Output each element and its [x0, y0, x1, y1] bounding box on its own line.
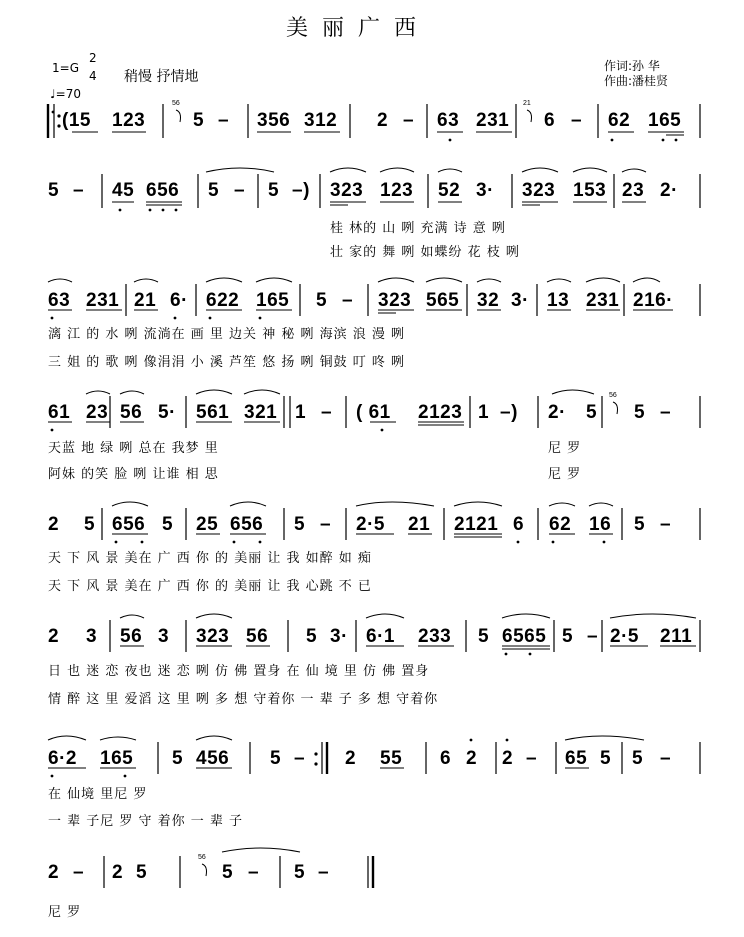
note-group: 2121: [454, 514, 499, 535]
note-group: 2: [466, 748, 478, 769]
note-group: 233: [418, 626, 452, 647]
note-group: 656: [230, 514, 264, 535]
note-group: 1: [295, 402, 307, 423]
note-group: 2·5: [610, 626, 639, 647]
note-group: 5: [632, 748, 644, 769]
lyric-line: 日 也 迷 恋 夜也 迷 恋 咧 仿 佛 置身 在 仙 境 里 仿 佛 置身: [48, 664, 430, 679]
tempo-mark: ♩=70: [50, 87, 81, 101]
composer-credit: 作曲:潘桂贤: [604, 74, 669, 88]
note-group: 6: [440, 748, 452, 769]
note-group: –: [320, 514, 332, 535]
note-group: 6: [544, 110, 556, 131]
time-signature-bottom: 4: [89, 69, 97, 83]
note-group: –: [318, 862, 330, 883]
note-group: 3: [158, 626, 170, 647]
note-group: –: [587, 626, 599, 647]
note-group: 622: [206, 290, 240, 311]
repeat-dots: [57, 114, 317, 765]
lyric-line: 三 姐 的 歌 咧 像涓涓 小 溪 芦笙 悠 扬 咧 铜鼓 叮 咚 咧: [48, 355, 405, 370]
grace-notes: [172, 100, 620, 861]
time-signature-top: 2: [89, 51, 97, 65]
song-title: 美丽广西: [286, 16, 431, 41]
note-group: 356: [257, 110, 291, 131]
note-group: –: [526, 748, 538, 769]
note-group: 56: [120, 626, 143, 647]
note-group: 5: [294, 862, 306, 883]
note-group: 2·5: [356, 514, 385, 535]
note-group: 23: [86, 402, 109, 423]
lyric-line: 一 辈 子尼 罗 守 着你 一 辈 子: [48, 814, 244, 829]
note-group: –: [294, 748, 306, 769]
svg-text:56: 56: [609, 392, 617, 399]
note-group: 456: [196, 748, 230, 769]
note-group: 1: [478, 402, 490, 423]
note-group: 2: [48, 626, 60, 647]
note-group: 21: [134, 290, 157, 311]
lyric-line: 尼 罗: [548, 441, 582, 456]
note-group: (15: [62, 110, 91, 131]
svg-text:56: 56: [172, 100, 180, 107]
note-group: 52: [438, 180, 461, 201]
note-group: –: [660, 514, 672, 535]
note-group: –): [500, 402, 518, 423]
lyric-line: 尼 罗: [48, 905, 82, 920]
lyric-line: 阿妹 的笑 脸 咧 让谁 相 思: [48, 467, 219, 482]
note-group: 565: [426, 290, 460, 311]
note-group: 656: [112, 514, 146, 535]
note-group: ( 61: [356, 402, 391, 423]
note-group: 2: [345, 748, 357, 769]
note-group: 5: [634, 402, 646, 423]
note-group: 3: [86, 626, 98, 647]
note-group: 656: [146, 180, 180, 201]
note-group: 45: [112, 180, 135, 201]
note-group: 5: [208, 180, 220, 201]
note-group: 16: [589, 514, 612, 535]
note-group: 62: [608, 110, 631, 131]
note-group: 165: [256, 290, 290, 311]
note-group: –: [321, 402, 333, 423]
note-group: 6: [513, 514, 525, 535]
note-group: –: [571, 110, 583, 131]
note-group: 63: [48, 290, 71, 311]
lyric-line: 天 下 风 景 美在 广 西 你 的 美丽 让 我 心跳 不 已: [48, 579, 372, 594]
note-group: 231: [86, 290, 120, 311]
note-group: –: [73, 862, 85, 883]
slurs-and-ties: [48, 168, 696, 852]
note-group: 5: [136, 862, 148, 883]
note-group: 3·: [476, 180, 494, 201]
note-group: 5: [193, 110, 205, 131]
note-group: 62: [549, 514, 572, 535]
note-group: 5: [84, 514, 96, 535]
note-group: 2: [377, 110, 389, 131]
svg-text:56: 56: [198, 854, 206, 861]
note-group: 6·: [170, 290, 188, 311]
note-group: 61: [48, 402, 71, 423]
note-group: 216·: [633, 290, 674, 311]
note-group: 2: [112, 862, 124, 883]
note-group: 5: [562, 626, 574, 647]
note-group: 2·: [660, 180, 678, 201]
note-group: 56: [120, 402, 143, 423]
note-group: –: [342, 290, 354, 311]
note-group: 5: [294, 514, 306, 535]
note-group: –: [73, 180, 85, 201]
lyric-line: 尼 罗: [548, 467, 582, 482]
note-group: –: [403, 110, 415, 131]
lyric-line: 桂 林的 山 咧 充满 诗 意 咧: [330, 221, 506, 236]
note-group: 5: [316, 290, 328, 311]
note-group: –: [234, 180, 246, 201]
svg-text:21: 21: [523, 100, 531, 107]
note-group: 2·: [548, 402, 566, 423]
note-group: –: [660, 748, 672, 769]
note-group: 2: [48, 862, 60, 883]
note-group: 3·: [511, 290, 529, 311]
note-group: 123: [380, 180, 414, 201]
note-group: 5·: [158, 402, 176, 423]
note-group: 561: [196, 402, 230, 423]
grace-hooks: [176, 110, 618, 876]
note-group: 13: [547, 290, 570, 311]
note-group: 323: [196, 626, 230, 647]
note-group: 323: [378, 290, 412, 311]
note-group: 55: [380, 748, 403, 769]
note-group: –: [660, 402, 672, 423]
note-group: 5: [634, 514, 646, 535]
lyric-line: 天蓝 地 绿 咧 总在 我梦 里: [48, 441, 219, 456]
note-group: 211: [660, 626, 693, 647]
lyric-line: 天 下 风 景 美在 广 西 你 的 美丽 让 我 如醉 如 痴: [48, 551, 372, 566]
lyric-line: 在 仙境 里尼 罗: [48, 787, 148, 802]
note-group: 2: [502, 748, 514, 769]
note-group: 5: [600, 748, 612, 769]
note-group: 63: [437, 110, 460, 131]
octave-dots: [51, 111, 678, 778]
note-group: –): [292, 180, 310, 201]
lyricist-credit: 作词:孙 华: [604, 59, 660, 73]
note-group: 231: [586, 290, 620, 311]
note-group: 5: [162, 514, 174, 535]
note-group: 21: [408, 514, 431, 535]
note-group: 5: [478, 626, 490, 647]
note-group: 3·: [330, 626, 348, 647]
note-group: 23: [622, 180, 645, 201]
note-group: 56: [246, 626, 269, 647]
note-group: 5: [270, 748, 282, 769]
note-group: 5: [222, 862, 234, 883]
key-signature: 1=G: [52, 61, 79, 75]
note-group: 165: [648, 110, 682, 131]
note-group: 5: [48, 180, 60, 201]
note-group: 32: [477, 290, 500, 311]
note-group: 323: [522, 180, 556, 201]
note-group: 312: [304, 110, 338, 131]
note-group: 5: [306, 626, 318, 647]
note-group: –: [218, 110, 230, 131]
note-group: 6·1: [366, 626, 395, 647]
note-group: 153: [573, 180, 607, 201]
lyric-line: 壮 家的 舞 咧 如蝶纷 花 枝 咧: [330, 245, 520, 260]
note-group: 321: [244, 402, 278, 423]
note-group: 25: [196, 514, 219, 535]
note-group: 5: [268, 180, 280, 201]
note-underlines: [48, 132, 696, 768]
note-group: 5: [586, 402, 598, 423]
expression-mark: 稍慢 抒情地: [124, 69, 199, 85]
note-group: 5: [172, 748, 184, 769]
note-group: 2: [48, 514, 60, 535]
note-group: –: [248, 862, 260, 883]
barlines: [48, 104, 700, 888]
note-group: 123: [112, 110, 146, 131]
note-group: 2123: [418, 402, 463, 423]
note-group: 231: [476, 110, 510, 131]
note-group: 65: [565, 748, 588, 769]
note-group: 6·2: [48, 748, 77, 769]
note-group: 6565: [502, 626, 547, 647]
lyric-line: 情 醉 这 里 爱滔 这 里 咧 多 想 守着你 一 辈 子 多 想 守着你: [48, 692, 439, 707]
note-group: 323: [330, 180, 364, 201]
note-group: 165: [100, 748, 134, 769]
lyric-line: 漓 江 的 水 咧 流淌在 画 里 边关 神 秘 咧 海滨 浪 漫 咧: [48, 327, 405, 342]
